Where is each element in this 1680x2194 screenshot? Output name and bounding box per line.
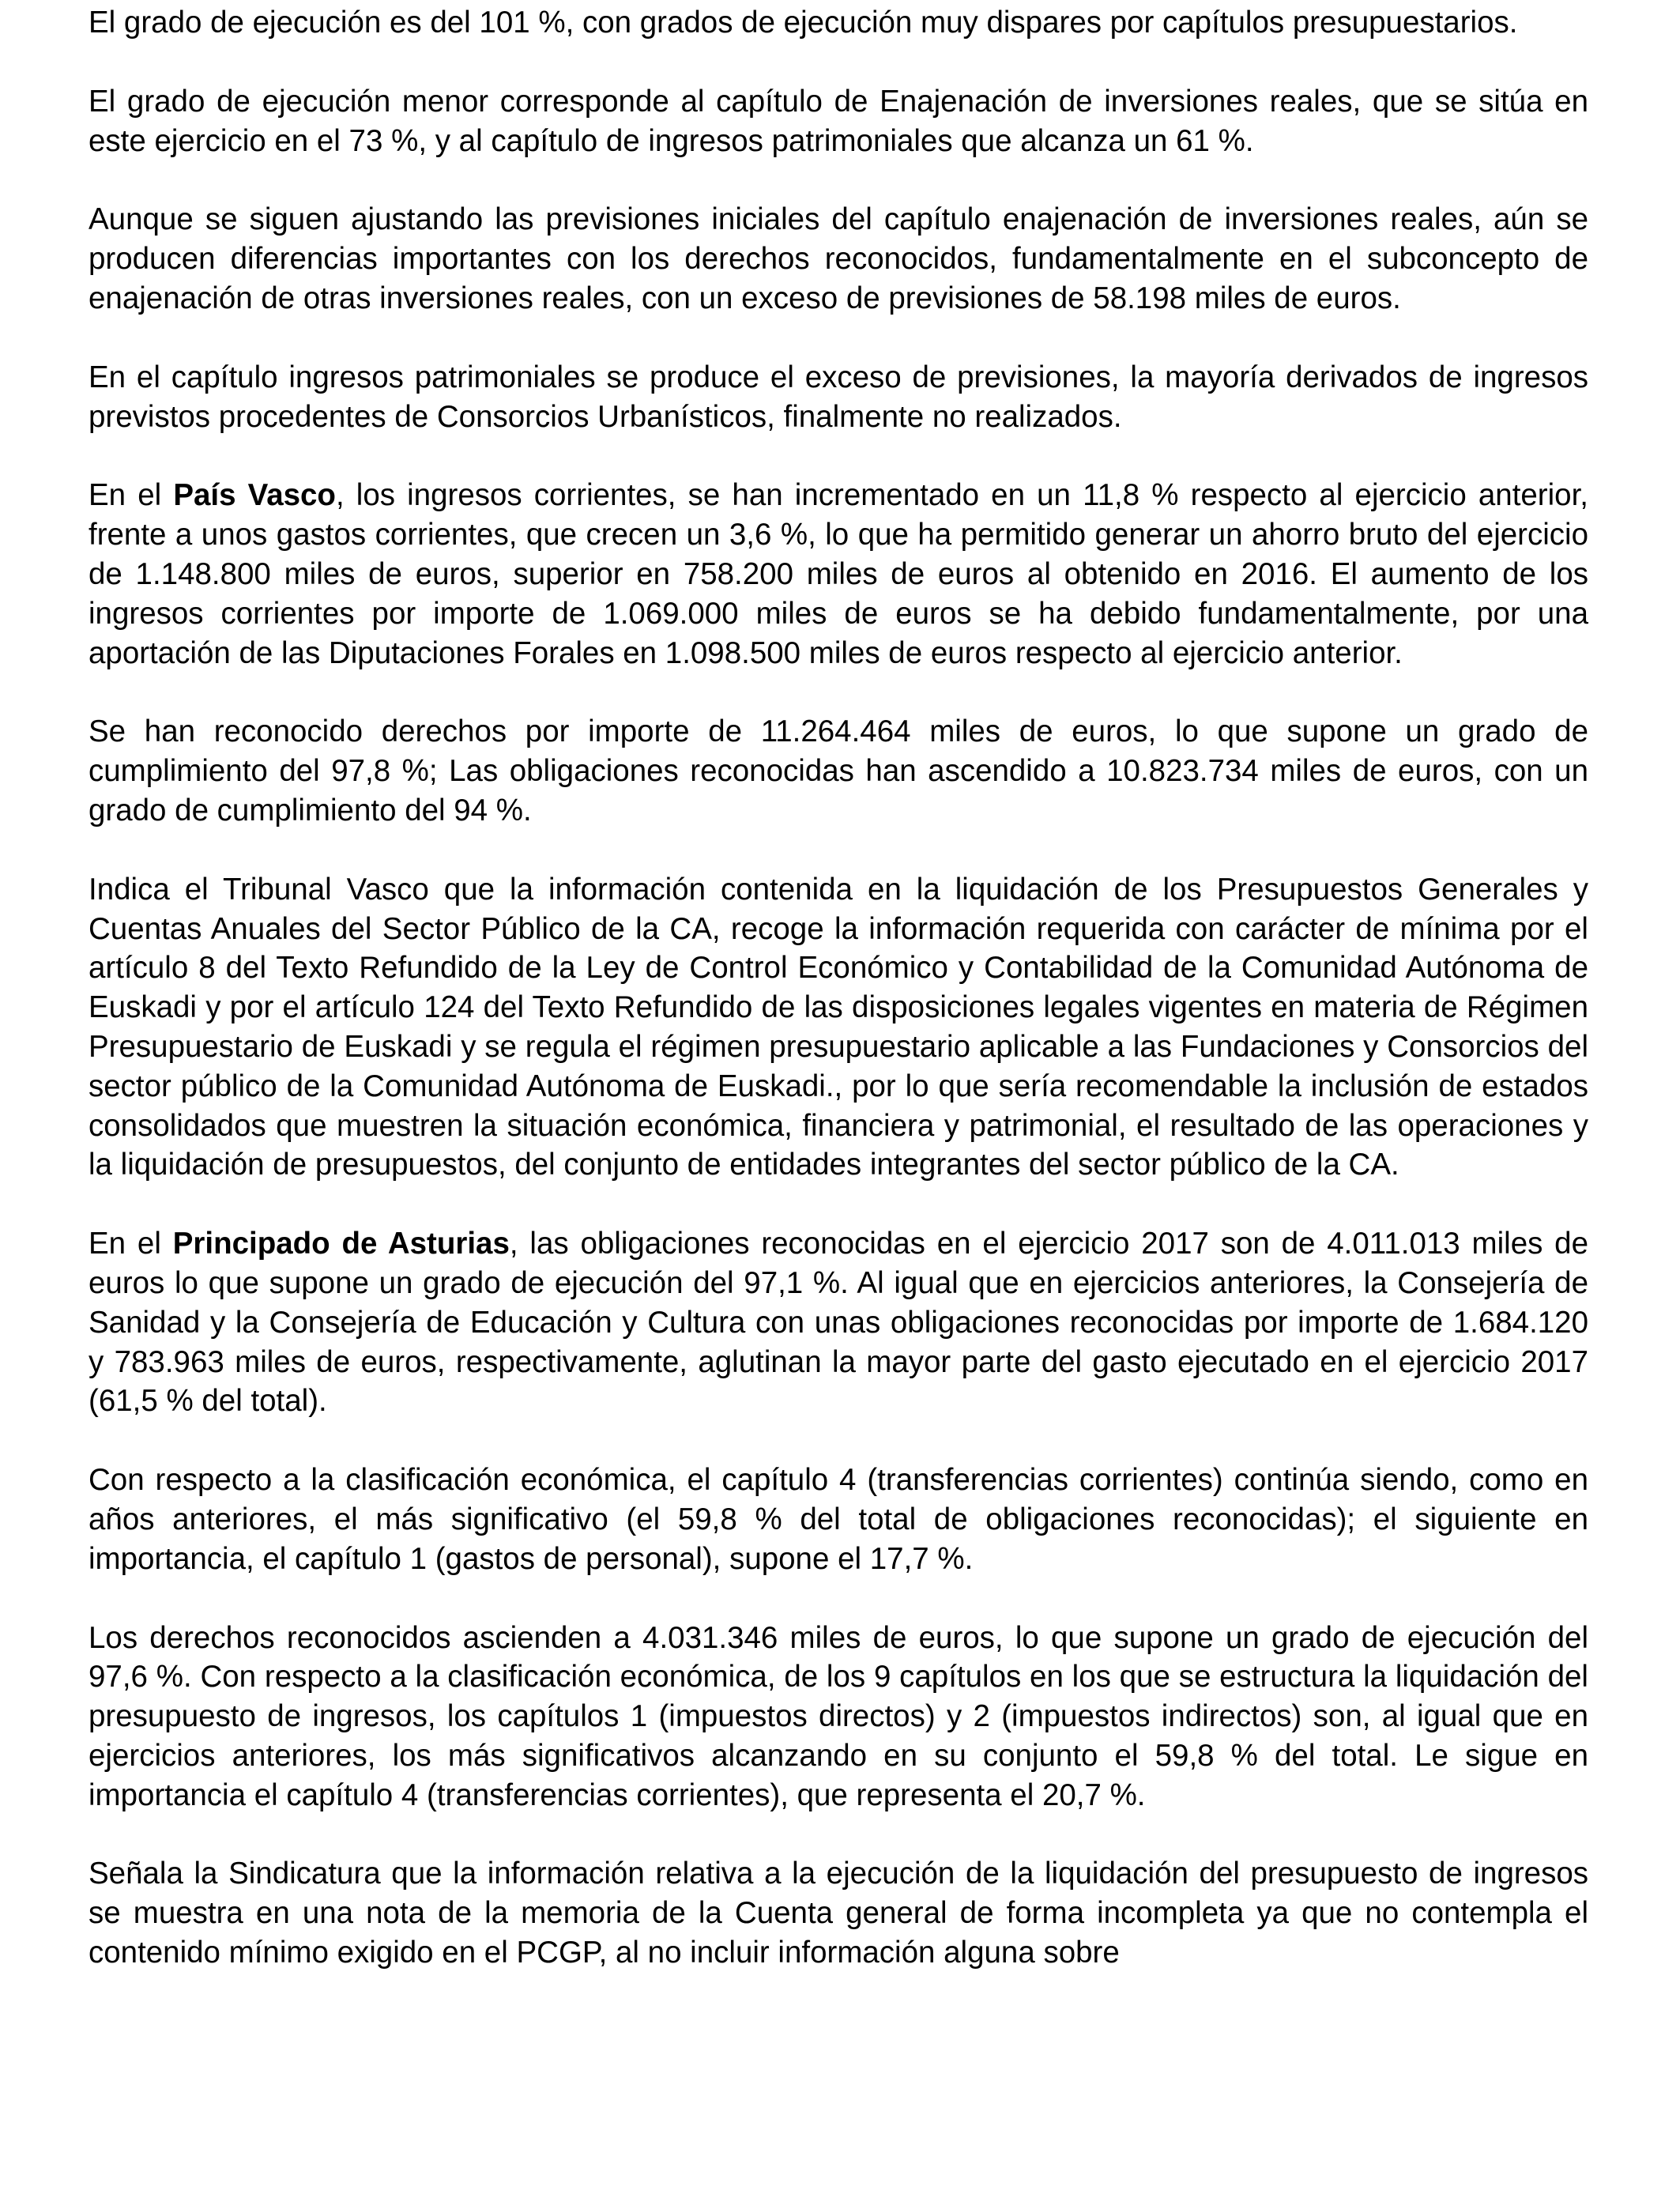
- paragraph-prefix: En el: [89, 1227, 173, 1261]
- paragraph-lowest-execution: El grado de ejecución menor corresponde al capítulo de Enajenación de inversiones reales, que se sitúa en este ejercicio en el 73 %, y al capítulo de ingresos patrimoniales que alcanza un 61 %.: [89, 84, 1588, 158]
- region-name-pais-vasco: País Vasco: [173, 478, 336, 513]
- paragraph-economic-classification: Con respecto a la clasificación económica, el capítulo 4 (transferencias corrientes) continúa siendo, como en años anteriores, el más significativo (el 59,8 % del total de obligaciones reconocidas); el siguiente en importancia, el capítulo 1 (gastos de personal), supone el 17,7 %.: [89, 1463, 1588, 1576]
- paragraph-patrimonial-income: En el capítulo ingresos patrimoniales se produce el exceso de previsiones, la mayoría derivados de ingresos previstos procedentes de Consorcios Urbanísticos, finalmente no realizados.: [89, 360, 1588, 434]
- paragraph-execution-degree: El grado de ejecución es del 101 %, con grados de ejecución muy dispares por capítulos presupuestarios.: [89, 6, 1518, 40]
- paragraph-body: , las obligaciones reconocidas en el ejercicio 2017 son de 4.011.013 miles de euros lo que supone un grado de ejecución del 97,1 %. Al igual que en ejercicios anteriores, la Consejería de Sanidad y la Consejería de Educación y Cultura con unas obligaciones reconocidas por importe de 1.684.120 y 783.963 miles de euros, respectivamente, aglutinan la mayor parte del gasto ejecutado en el ejercicio 2017 (61,5 % del total).: [89, 1227, 1589, 1419]
- paragraph-body: , los ingresos corrientes, se han incrementado en un 11,8 % respecto al ejercicio anterior, frente a unos gastos corrientes, que crecen un 3,6 %, lo que ha permitido generar un ahorro bruto del ejercicio de 1.148.800 miles de euros, superior en 758.200 miles de euros al obtenido en 2016. El aumento de los ingresos corrientes por importe de 1.069.000 miles de euros se ha debido fundamentalmente, por una aportación de las Diputaciones Forales en 1.098.500 miles de euros respecto al ejercicio anterior.: [89, 478, 1588, 670]
- region-name-asturias: Principado de Asturias: [172, 1227, 510, 1261]
- document-page: [89, 0, 1588, 2012]
- paragraph-principado-asturias: [89, 1224, 1588, 1421]
- paragraph-sindicatura: Señala la Sindicatura que la información relativa a la ejecución de la liquidación del presupuesto de ingresos se muestra en una nota de la memoria de la Cuenta general de forma incompleta ya que no contempla el contenido mínimo exigido en el PCGP, al no incluir información alguna sobre: [89, 1857, 1588, 1970]
- paragraph-recognized-rights: Se han reconocido derechos por importe de 11.264.464 miles de euros, lo que supone un grado de cumplimiento del 97,8 %; Las obligaciones reconocidas han ascendido a 10.823.734 miles de euros, con un grado de cumplimiento del 94 %.: [89, 714, 1588, 827]
- paragraph-tribunal-vasco: Indica el Tribunal Vasco que la información contenida en la liquidación de los Presupuestos Generales y Cuentas Anuales del Sector Público de la CA, recoge la información requerida con carácter de mínima por el artículo 8 del Texto Refundido de la Ley de Control Económico y Contabilidad de la Comunidad Autónoma de Euskadi y por el artículo 124 del Texto Refundido de las disposiciones legales vigentes en materia de Régimen Presupuestario de Euskadi y se regula el régimen presupuestario aplicable a las Fundaciones y Consorcios del sector público de la Comunidad Autónoma de Euskadi., por lo que sería recomendable la inclusión de estados consolidados que muestren la situación económica, financiera y patrimonial, el resultado de las operaciones y la liquidación de presupuestos, del conjunto de entidades integrantes del sector público de la CA.: [89, 872, 1588, 1182]
- paragraph-forecast-adjustment: Aunque se siguen ajustando las previsiones iniciales del capítulo enajenación de inversiones reales, aún se producen diferencias importantes con los derechos reconocidos, fundamentalmente en el subconcepto de enajenación de otras inversiones reales, con un exceso de previsiones de 58.198 miles de euros.: [89, 202, 1588, 315]
- paragraph-pais-vasco: [89, 476, 1588, 673]
- paragraph-rights-asturias: Los derechos reconocidos ascienden a 4.031.346 miles de euros, lo que supone un grado de ejecución del 97,6 %. Con respecto a la clasificación económica, de los 9 capítulos en los que se estructura la liquidación del presupuesto de ingresos, los capítulos 1 (impuestos directos) y 2 (impuestos indirectos) son, al igual que en ejercicios anteriores, los más significativos alcanzando en su conjunto el 59,8 % del total. Le sigue en importancia el capítulo 4 (transferencias corrientes), que representa el 20,7 %.: [89, 1620, 1588, 1812]
- paragraph-prefix: En el: [89, 478, 174, 513]
